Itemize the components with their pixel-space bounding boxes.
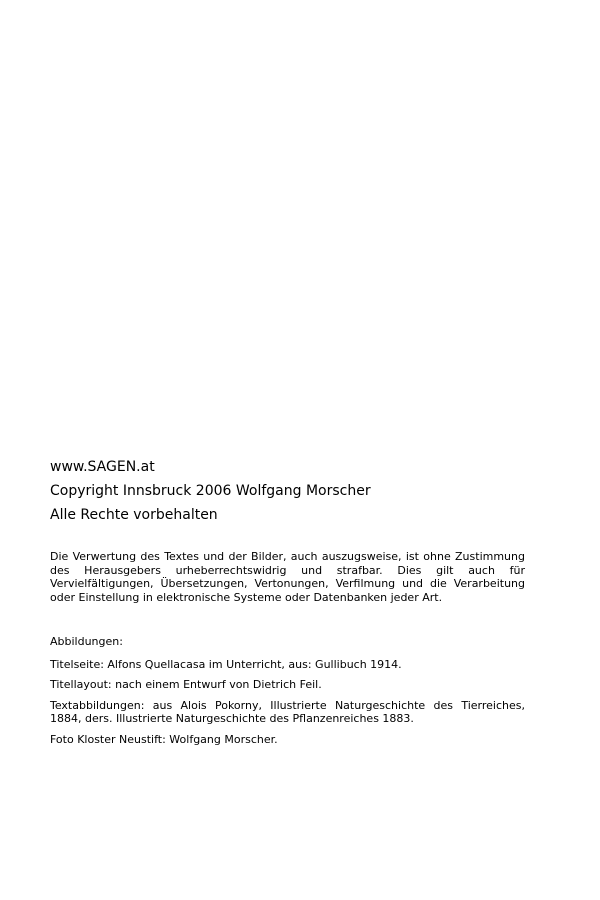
credit-item: Textabbildungen: aus Alois Pokorny, Illustrierte Naturgeschichte des Tierreiches, 1884, ders. Illustrierte Naturgeschichte des Pflanzenreiches 1883. xyxy=(50,698,525,725)
credits-heading: Abbildungen: xyxy=(50,635,123,648)
imprint-header xyxy=(50,455,530,527)
legal-notice: Die Verwertung des Textes und der Bilder, auch auszugsweise, ist ohne Zustimmung des Herausgebers urheberrechtswidrig und strafbar. Dies gilt auch für Vervielfältigungen, Übersetzungen, Vertonungen, Verfilmung und die Verarbeitung oder Einstellung in elektronische Systeme oder Datenbanken jeder Art. xyxy=(50,550,525,604)
credit-item: Titelseite: Alfons Quellacasa im Unterricht, aus: Gullibuch 1914. xyxy=(50,657,402,671)
copyright-line: Copyright Innsbruck 2006 Wolfgang Morscher xyxy=(50,483,371,499)
website-url: www.SAGEN.at xyxy=(50,459,155,475)
credit-item: Foto Kloster Neustift: Wolfgang Morscher. xyxy=(50,732,278,746)
rights-reserved: Alle Rechte vorbehalten xyxy=(50,507,218,523)
image-credits xyxy=(50,635,525,753)
credit-item: Titellayout: nach einem Entwurf von Dietrich Feil. xyxy=(50,678,322,691)
